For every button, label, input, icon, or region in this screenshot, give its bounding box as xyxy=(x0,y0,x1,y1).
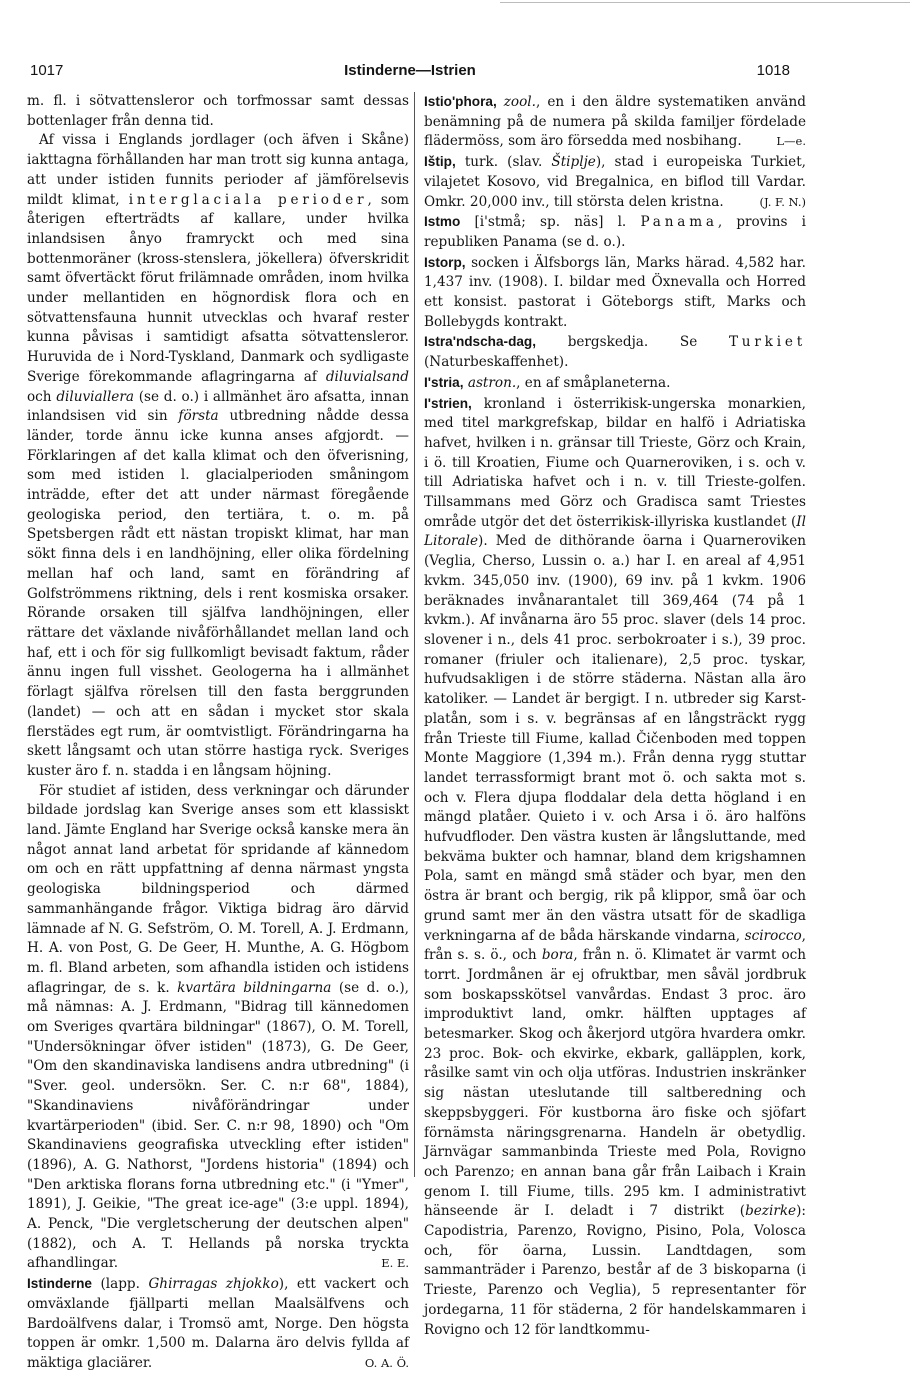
entry-istrien: I'strien, kronland i österrikisk-ungerska monarkien, med titel markgrefskap, bildar en halfö i Adriatiska hafvet, hvilken i n. gränsar till Trieste, Görz och Krain, i ö. till Kroatien, Fiume och Quarneroviken, i s. och v. till Adriatiska hafvet och i n. v. till Trieste-golfen. Tillsammans med Görz och Gradisca samt Triestes område utgör det det österrikisk-illyriska kustlandet (Il Litorale). Med de dithörande öarna i Quarneroviken (Veglia, Cherso, Lussin o. a.) har I. en areal af 4,951 kvkm. 345,050 inv. (1900), 69 inv. på 1 kvkm. 1906 beräknades invånarantalet till 369,464 (74 på 1 kvkm.). Af invånarna äro 55 proc. slaver (dels 14 proc. slovener i n., dels 41 proc. serbokroater i s.), 39 proc. romaner (friuler och italienare), 2,5 proc. tyskar, hufvudsakligen i de större städerna. Nästan alla äro katoliker. — Landet är bergigt. I n. utbreder sig Karst-platån, som i s. v. begränsas af en långsträckt rygg från Trieste till Fiume, kallad Čičenboden med toppen Monte Maggiore (1,394 m.). Från denna rygg stuttar landet terrassformigt brant mot ö. och sakta mot s. och v. Flera djupa floddalar dela detta högland i en mängd platåer. Quieto i v. och Arsa i ö. äro halföns hufvudfloder. Den västra kusten är långsluttande, med bekväma bukter och hamnar, bland dem krigshamnen Pola, samt en mängd små städer och byar, men den östra är brant och bergig, rik på klippor, små öar och grund samt mer än den västra utsatt för de skadliga verkningarna af de båda härskande vindarna, scirocco, från s. s. ö., och bora, från n. ö. Klimatet är varmt och torrt. Jordmånen är ej ofruktbar, men såväl jordbruk som boskapsskötsel vanvårdas. Endast 3 proc. äro improduktivt land, omkr. hälften upptages af betesmarker. Skog och åkerjord utgöra hvardera omkr. 23 proc. Bok- och ekvirke, ekbark, galläpplen, kork, råsilke samt vin och olja utföras. Industrien inskränker sig nästan uteslutande till saltberedning och skeppsbyggeri. För kustborna äro fiske och sjöfart förnämsta näringsgrenarna. Handeln är obetydlig. Järnvägar sammanbinda Trieste med Pola, Rovigno och Parenzo; en annan bana går från Laibach i Krain genom I. till Fiume, tills. 295 km. I administrativt hänseende är I. deladt i 7 distrikt (bezirke): Capodistria, Parenzo, Rovigno, Pisino, Pola, Volosca och, för öarna, Lussin. Landtdagen, som sammanträder i Parenzo, består af de 3 biskoparna (i Trieste, Parenzo och Veglia), 5 representanter för jordegarna, 11 för städerna, 2 för handelskammaren i Rovigno och 12 för landtkommu- xyxy=(424,395,807,1338)
author-signature: (J. F. N.) xyxy=(759,194,806,209)
entry-istmo: Istmo [i'stmå; sp. näs] l. Panama, provins i republiken Panama (se d. o.). xyxy=(424,214,807,250)
entry-istiophora: Istio'phora, zool., en i den äldre systematiken använd benämning på de numera på skilda familjer fördelade flädermöss, som äro försedda med nosbihang. L—e. xyxy=(424,92,806,152)
headword: Istio'phora, xyxy=(424,94,497,109)
entry-istrandscha-dag: Istra'ndscha-dag, bergskedja. Se Turkiet (Naturbeskaffenhet). xyxy=(424,334,807,371)
author-signature: L—e. xyxy=(776,134,806,149)
entry-istinderne: Istinderne (lapp. Ghirragas zhjokko), ett vackert och omväxlande fjällparti mellan Maalsälfvens och Bardoälfvens dalar, i Tromsö amt, Norge. Den högsta toppen är omkr. 1,500 m. Dalarna äro delvis fyllda af mäktiga glaciärer. O. A. Ö. xyxy=(27,1274,409,1374)
author-signature: O. A. Ö. xyxy=(364,1356,409,1370)
paragraph: m. fl. i sötvattensleror och torfmossar samt dessas bottenlager från denna tid. xyxy=(27,93,409,129)
headword: Istinderne xyxy=(27,1276,92,1292)
running-title: Istinderne—Istrien xyxy=(344,62,476,79)
headword: Istmo xyxy=(424,214,461,230)
headword: Ištip, xyxy=(424,154,456,170)
entry-istorp: Istorp, socken i Älfsborgs län, Marks härad. 4,582 har. 1,437 inv. (1908). I. bildar med Öxnevalla och Horred ett konsist. pastorat i Göteborgs stift, Marks och Bollebygds kontrakt. xyxy=(424,254,806,330)
paragraph: För studiet af istiden, dess verkningar och därunder bildade jordslag kan Sverige anses som ett klassiskt land. Jämte England har Sverige också kanske mera än något annat land arbetat för spridande af kännedom om och en rätt uppfattning af denna närmast yngsta geologiska bildningsperiod och därmed sammanhängande frågor. Viktiga bidrag äro därvid lämnade af N. G. Sefström, O. M. Torell, A. J. Erdmann, H. A. von Post, G. De Geer, H. Munthe, A. G. Högbom m. fl. Bland arbeten, som afhandla istiden och istidens aflagringar, de s. k. kvartära bildningarna (se d. o.), må nämnas: A. J. Erdmann, "Bidrag till kännedomen om Sveriges qvartära bildningar" (1867), O. M. Torell, "Undersökningar öfver istiden" (1873), G. De Geer, "Om den skandinaviska landisens andra utbredning" (i "Sver. geol. undersökn. Ser. C. n:r 68", 1884), "Skandinaviens nivåförändringar under kvartärperioden" (ibid. Ser. C. n:r 98, 1890) och "Om Skandinaviens geografiska utveckling efter istiden" (1896), A. G. Nathorst, "Jordens historia" (1894) och "Den arktiska florans forna utbredning etc." (i "Ymer", 1891), J. Geikie, "The great ice-age" (3:e uppl. 1894), A. Penck, "Die vergletscherung der deutschen alpen" (1882), och A. T. Hellands på norska tryckta afhandlingar. E. E. xyxy=(27,782,409,1275)
headword: Istra'ndscha-dag, xyxy=(424,334,537,350)
headword: Istorp, xyxy=(424,254,466,270)
headword: I'strien, xyxy=(424,395,472,411)
column-divider xyxy=(414,92,415,1177)
left-page-number: 1017 xyxy=(30,62,64,79)
right-page-number: 1018 xyxy=(756,62,790,79)
page-header xyxy=(30,62,790,84)
headword: I'stria, xyxy=(424,374,464,390)
author-signature: E. E. xyxy=(381,1256,409,1271)
paragraph: Af vissa i Englands jordlager (och äfven i Skåne) iakttagna förhållanden har man trott sig kunna antaga, att under istiden funnits perioder af jämförelsevis mildt klimat, interglaciala perioder, som återigen efterträdts af kallare, under hvilka inlandsisen ånyo framryckt och med sina bottenmoräner (kross-stenslera, jökellera) öfverskridit samt öfvertäckt förut frilämnade områden, inom hvilka under mellantiden en högnordisk flora och en sötvattensfauna hunnit utvecklas och hvaraf rester kunna påvisas i samtidigt afsatta sötvattensleror. Huruvida de i Nord-Tyskland, Danmark och sydligaste Sverige förekommande aflagringarna af diluvialsand och diluviallera (se d. o.) i allmänhet äro afsatta, innan inlandsisen vid sin första utbredning nådde dessa länder, torde ännu icke kunna anses afgjordt. — Förklaringen af det kalla klimat och den öfverisning, som med istiden l. glacialperioden småningom inträdde, efter det att under närmast föregående geologiska period, den tertiära, t. o. m. på Spetsbergen rådt ett nästan tropiskt klimat, har man sökt finna dels i en landhöjning, eller olika fördelning mellan haf och land, samt en förändring af Golfströmmens riktning, dels i rent kosmiska orsaker. Rörande orsaken till själfva landhöjningen, eller rättare det växlande nivåförhållandet mellan land och haf, ett i och för sig fullkomligt bevisadt faktum, råder ännu ingen full visshet. Geologerna ha i allmänhet förlagt själfva rörelsen till den fasta berggrunden (landet) — och att en sådan i mycket stor skala flerstädes egt rum, är oomtvistligt. Förändringarna ha skett långsamt och utan större hastiga ryck. Sveriges kuster äro f. n. stadda i en långsam höjning. xyxy=(27,132,410,779)
scan-edge-line xyxy=(500,2,910,3)
left-column xyxy=(27,92,409,1374)
right-column xyxy=(424,92,806,1340)
entry-istria: I'stria, astron., en af småplaneterna. xyxy=(424,374,671,391)
entry-istip: Ištip, turk. (slav. Štiplje), stad i europeiska Turkiet, vilajetet Kosovo, vid Bregalnica, en biflod till Vardar. Omkr. 20,000 inv., till största delen kristna. (J. F. N.) xyxy=(424,152,806,212)
